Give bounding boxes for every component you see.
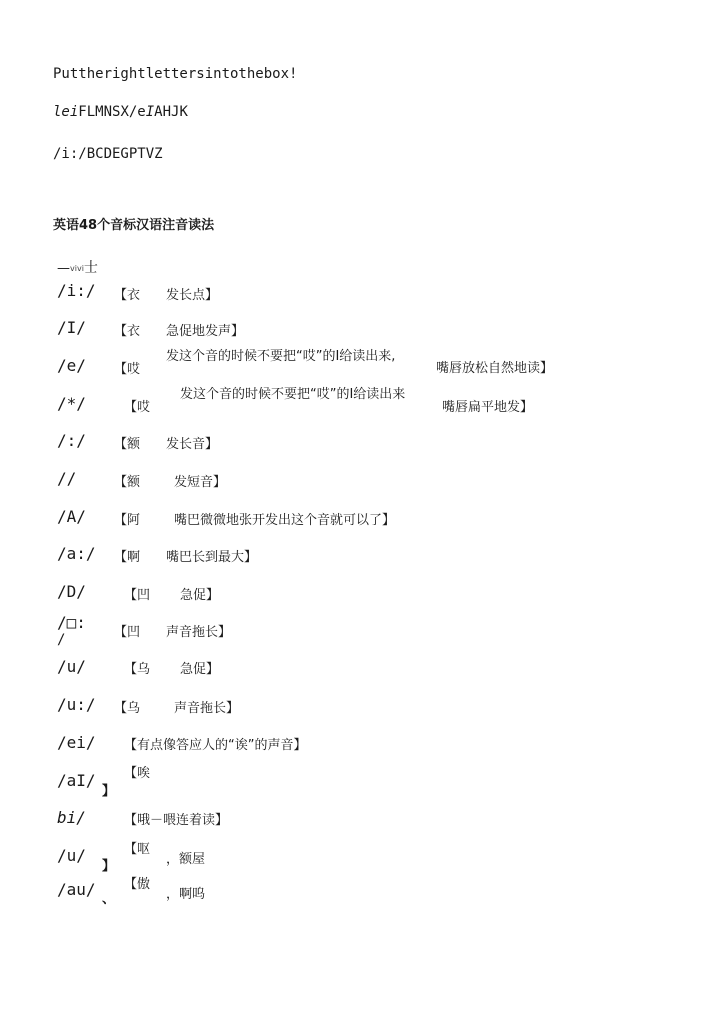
- reading-note: 发这个音的时候不要把“哎”的I给读出来: [180, 387, 406, 402]
- phonetic-symbol: /a:/: [57, 544, 96, 563]
- phonetic-symbol: /i:/: [57, 281, 96, 300]
- chinese-sound: 【哎: [114, 362, 141, 377]
- reading-note: 发长点】: [166, 288, 219, 303]
- phonetic-symbol: /D/: [57, 582, 86, 601]
- phonetic-symbol: bi/: [57, 808, 86, 827]
- chinese-sound: 【凹: [124, 588, 151, 603]
- chinese-sound: 【衣: [114, 288, 141, 303]
- reading-note: 嘴巴长到最大】: [166, 550, 258, 565]
- closing-bracket: 】: [102, 859, 116, 874]
- reading-note: 发短音】: [174, 475, 227, 490]
- letters-group-3: /i:/BCDEGPTVZ: [53, 146, 163, 162]
- chinese-sound: 【哦－喂连着读】: [124, 813, 229, 828]
- phoneme-i-italic: I: [145, 104, 155, 120]
- phonetic-symbol: /A/: [57, 507, 86, 526]
- section-heading-text: 英语48个音标汉语注音读法: [53, 218, 215, 233]
- letters-line-2: [53, 146, 163, 162]
- section-mark-char: 士: [83, 260, 98, 276]
- phonetic-symbol: /ei/: [57, 733, 96, 752]
- phonetic-symbol: /:/: [57, 431, 86, 450]
- letters-line-1: [53, 104, 188, 120]
- phonetic-symbol: /e/: [57, 356, 86, 375]
- chinese-sound: 【啊: [114, 550, 141, 565]
- chinese-sound: 【乌: [124, 662, 151, 677]
- chinese-sound: 【唉: [124, 766, 151, 781]
- closing-bracket: 】: [102, 784, 116, 799]
- chinese-sound: 【傲: [124, 877, 151, 892]
- reading-note: 发长音】: [166, 437, 219, 452]
- section-mark-dash: —: [57, 261, 70, 276]
- phonetic-symbol: //: [57, 469, 77, 488]
- phonetic-symbol: /au/: [57, 880, 96, 899]
- instruction-text: Puttherightlettersintothebox!: [53, 66, 298, 82]
- chinese-sound: 【衣: [114, 324, 141, 339]
- reading-note: 急促】: [180, 588, 220, 603]
- instruction-line: [53, 66, 297, 82]
- reading-note: 急促地发声】: [166, 324, 245, 339]
- reading-note: 嘴巴微微地张开发出这个音就可以了】: [174, 513, 396, 528]
- reading-note: ，额屋: [166, 852, 206, 867]
- section-mark: [57, 257, 98, 277]
- reading-note: 急促】: [180, 662, 220, 677]
- chinese-sound: 【凹: [114, 625, 141, 640]
- chinese-sound: 【阿: [114, 513, 141, 528]
- reading-note-extra: 嘴唇扁平地发】: [442, 400, 534, 415]
- section-heading: [53, 214, 214, 233]
- letters-group-1: FLMNSX/e: [78, 104, 146, 120]
- phonetic-symbol: /□:: [57, 613, 86, 632]
- reading-note: 声音拖长】: [174, 701, 240, 716]
- phonetic-symbol-cont: /: [57, 632, 66, 648]
- chinese-sound: 【额: [114, 437, 141, 452]
- chinese-sound: 【呕: [124, 842, 151, 857]
- chinese-sound: 【乌: [114, 701, 141, 716]
- phonetic-symbol: /u:/: [57, 695, 96, 714]
- reading-note-extra: 嘴唇放松自然地读】: [436, 361, 554, 376]
- letters-group-2: AHJK: [154, 104, 188, 120]
- phonetic-symbol: /u/: [57, 846, 86, 865]
- reading-note: ，啊呜: [166, 887, 206, 902]
- phoneme-lei: lei: [53, 104, 79, 120]
- reading-note: 发这个音的时候不要把“哎”的I给读出来,: [166, 349, 396, 364]
- chinese-sound: 【哎: [124, 400, 151, 415]
- phonetic-symbol: /aI/: [57, 771, 96, 790]
- phonetic-symbol: /I/: [57, 318, 86, 337]
- chinese-sound: 【额: [114, 475, 141, 490]
- reading-note: 声音拖长】: [166, 625, 232, 640]
- section-mark-small: vivi: [70, 264, 84, 273]
- phonetic-symbol: /u/: [57, 657, 86, 676]
- closing-mark: 、: [102, 892, 116, 907]
- phonetic-symbol: /*/: [57, 394, 86, 413]
- chinese-sound: 【有点像答应人的“诶”的声音】: [124, 738, 307, 753]
